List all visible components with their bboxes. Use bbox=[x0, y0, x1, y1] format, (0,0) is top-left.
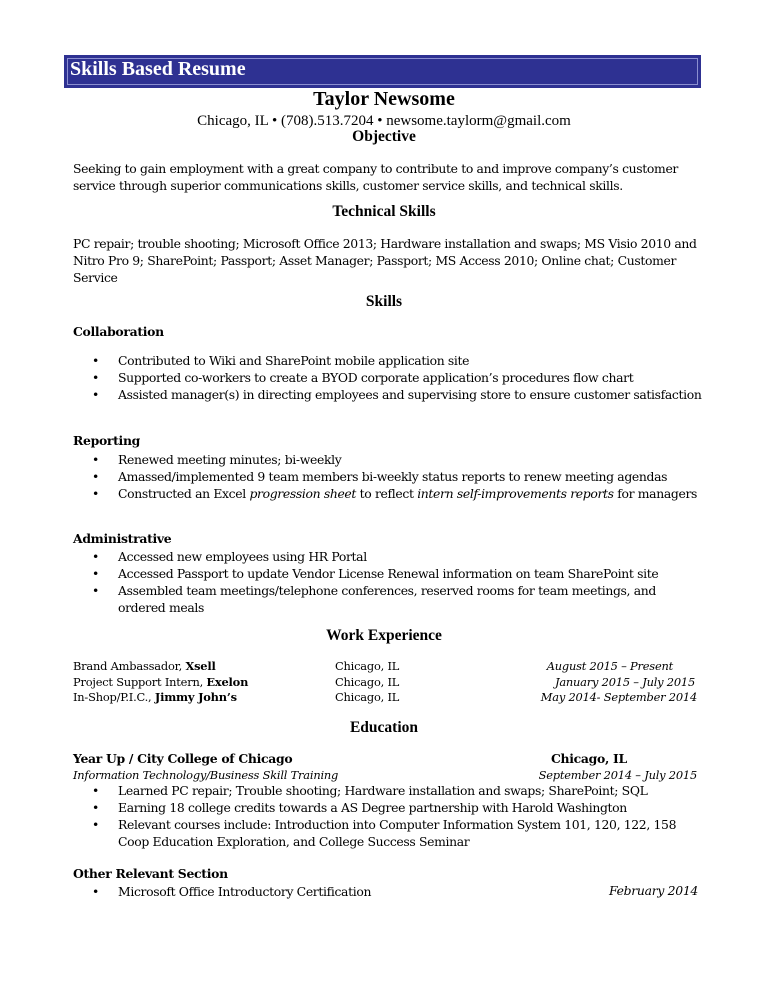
bullet-icon: • bbox=[92, 566, 99, 581]
education-list bbox=[92, 782, 702, 850]
list-item: • Contributed to Wiki and SharePoint mobile application site bbox=[92, 353, 470, 368]
list-item: • Assembled team meetings/telephone conferences, reserved rooms for team meetings, and ordered meals bbox=[92, 583, 656, 615]
work-location-2: Chicago, IL bbox=[335, 690, 400, 704]
list-item: • Accessed Passport to update Vendor License Renewal information on team SharePoint site bbox=[92, 566, 659, 581]
bullet-icon: • bbox=[92, 549, 99, 564]
work-dates-2: May 2014- September 2014 bbox=[540, 690, 697, 704]
other-date: February 2014 bbox=[609, 883, 698, 898]
bullet-icon: • bbox=[92, 783, 99, 798]
technical-skills-heading: Technical Skills bbox=[332, 203, 436, 220]
reporting-subheading: Reporting bbox=[73, 433, 141, 448]
contact-line: Chicago, IL • (708).513.7204 • newsome.taylorm@gmail.com bbox=[197, 113, 571, 129]
bullet-icon: • bbox=[92, 452, 99, 467]
bullet-icon: • bbox=[92, 353, 99, 368]
bullet-icon: • bbox=[92, 370, 99, 385]
list-item: • Accessed new employees using HR Portal bbox=[92, 549, 367, 564]
title-banner bbox=[64, 55, 701, 88]
work-location-0: Chicago, IL bbox=[335, 659, 400, 673]
list-item: • Earning 18 college credits towards a AS Degree partnership with Harold Washington bbox=[92, 800, 627, 815]
work-experience-heading: Work Experience bbox=[326, 627, 442, 644]
work-role-2: In-Shop/P.I.C., Jimmy John’s bbox=[73, 690, 237, 704]
list-item: • Assisted manager(s) in directing employees and supervising store to ensure customer satisfaction bbox=[92, 387, 702, 402]
bullet-icon: • bbox=[92, 884, 99, 899]
bullet-icon: • bbox=[92, 800, 99, 815]
reporting-list bbox=[92, 451, 702, 502]
list-item: • Amassed/implemented 9 team members bi-weekly status reports to renew meeting agendas bbox=[92, 469, 668, 484]
bullet-icon: • bbox=[92, 817, 99, 832]
education-school: Year Up / City College of Chicago bbox=[73, 751, 293, 766]
work-role-0: Brand Ambassador, Xsell bbox=[73, 659, 216, 673]
work-location-1: Chicago, IL bbox=[335, 675, 400, 689]
other-section-title: Other Relevant Section bbox=[73, 866, 228, 881]
skills-heading: Skills bbox=[365, 293, 403, 310]
list-item: • Microsoft Office Introductory Certification bbox=[92, 884, 372, 899]
objective-heading: Objective bbox=[352, 128, 416, 145]
education-location: Chicago, IL bbox=[551, 751, 627, 766]
collaboration-list bbox=[92, 352, 702, 403]
technical-skills-text: PC repair; trouble shooting; Microsoft Office 2013; Hardware installation and swaps; MS Visio 2010 and Nitro Pro 9; SharePoint; Passport; Asset Manager; Passport; MS Access 2010; Online chat; Customer Service bbox=[73, 236, 697, 285]
list-item: • Supported co-workers to create a BYOD corporate application’s procedures flow chart bbox=[92, 370, 634, 385]
banner-title: Skills Based Resume bbox=[70, 58, 246, 80]
list-item: • Renewed meeting minutes; bi-weekly bbox=[92, 452, 342, 467]
bullet-icon: • bbox=[92, 469, 99, 484]
education-heading: Education bbox=[349, 719, 419, 736]
objective-text: Seeking to gain employment with a great company to contribute to and improve company’s customer service through superior communications skills, customer service skills, and technical skills. bbox=[73, 161, 678, 193]
work-role-1: Project Support Intern, Exelon bbox=[73, 675, 249, 689]
work-dates-0: August 2015 – Present bbox=[546, 659, 673, 673]
administrative-subheading: Administrative bbox=[73, 531, 172, 546]
list-item: • Constructed an Excel progression sheet to reflect intern self-improvements reports for managers bbox=[92, 486, 698, 501]
collaboration-subheading: Collaboration bbox=[73, 324, 164, 339]
administrative-list bbox=[92, 548, 702, 616]
bullet-icon: • bbox=[92, 486, 99, 501]
education-dates: September 2014 – July 2015 bbox=[538, 768, 697, 782]
work-dates-1: January 2015 – July 2015 bbox=[554, 675, 695, 689]
list-item: • Learned PC repair; Trouble shooting; Hardware installation and swaps; SharePoint; SQL bbox=[92, 783, 648, 798]
list-item: • Relevant courses include: Introduction into Computer Information System 101, 120, 122, 158 Coop Education Exploration, and College Success Seminar bbox=[92, 817, 677, 849]
bullet-icon: • bbox=[92, 583, 99, 598]
education-program: Information Technology/Business Skill Training bbox=[73, 768, 339, 782]
candidate-name: Taylor Newsome bbox=[313, 88, 455, 110]
bullet-icon: • bbox=[92, 387, 99, 402]
